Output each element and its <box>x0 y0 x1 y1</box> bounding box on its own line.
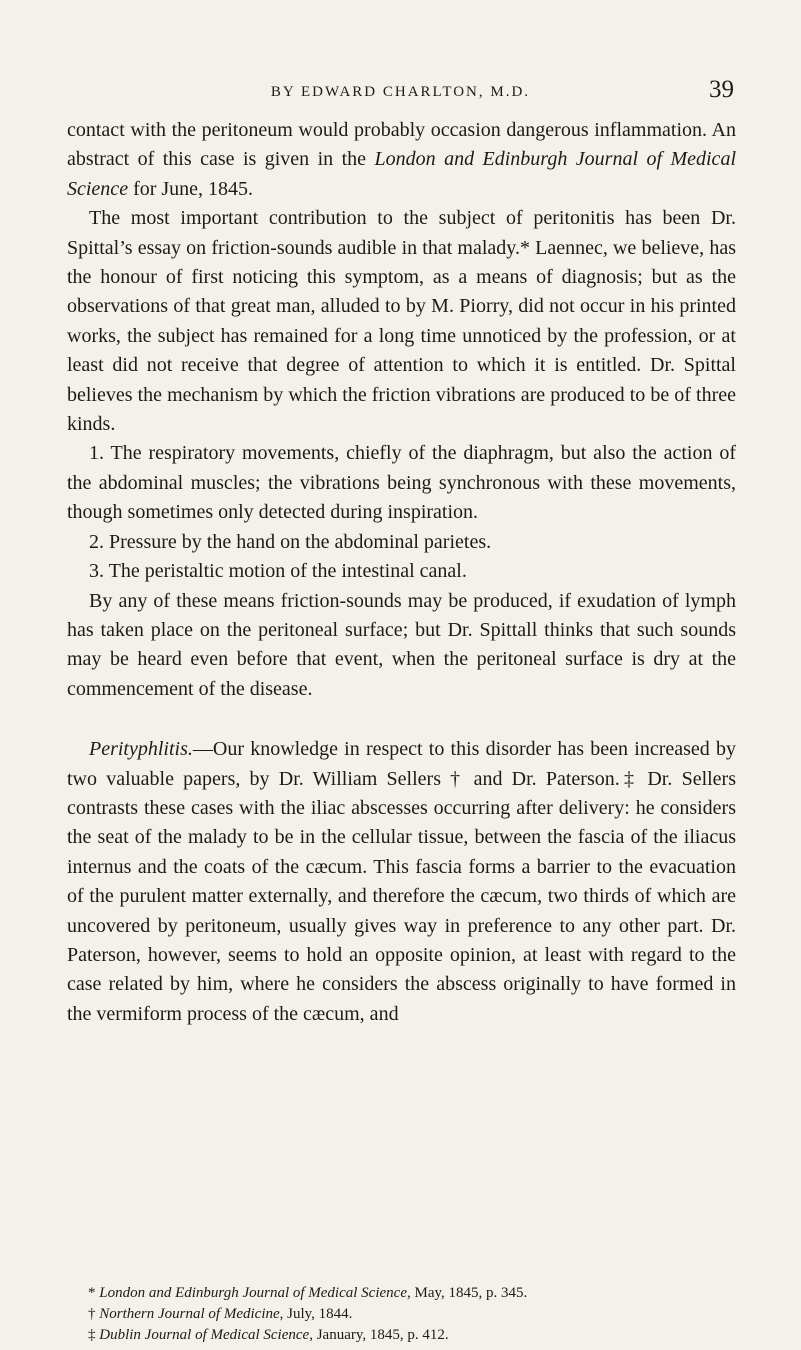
page-header <box>0 76 801 110</box>
footnote-3 <box>67 1325 736 1346</box>
paragraph-perityphlitis <box>67 735 736 1029</box>
list-item-1: 1. The respiratory movements, chiefly of the diaphragm, but also the action of the abdominal muscles; the vibrations being synchronous with these movements, though sometimes only detected during inspiration. <box>67 442 736 524</box>
paragraph-1 <box>67 116 736 204</box>
footnote-mark: † <box>88 1306 100 1322</box>
footnotes <box>67 1283 736 1346</box>
paragraph-3: By any of these means friction-sounds may be produced, if exudation of lymph has taken place on the peritoneal surface; but Dr. Spittall thinks that such sounds may be heard even before that event, when the peritoneal surface is dry at the commencement of the disease. <box>67 589 736 700</box>
footnote-journal: Dublin Journal of Medical Science <box>99 1327 310 1343</box>
footnote-2 <box>67 1304 736 1325</box>
footnote-1 <box>67 1283 736 1304</box>
footnote-ref: , January, 1845, p. 412. <box>309 1327 449 1343</box>
footnote-journal: Northern Journal of Medicine <box>99 1306 280 1322</box>
paragraph-2: The most important contribution to the subject of peritonitis has been Dr. Spittal’s essay on friction-sounds audible in that malady.* Laennec, we believe, has the honour of first noticing this symptom, as a means of diagnosis; but as the observations of that great man, alluded to by M. Piorry, did not occur in his printed works, the subject has remained for a long time unnoticed by the profession, or at least did not receive that degree of attention to which it is entitled. Dr. Spittal believes the mechanism by which the friction vibrations are produced to be of three kinds. <box>67 207 736 436</box>
page-number: 39 <box>709 76 734 103</box>
list-item-2: 2. Pressure by the hand on the abdominal parietes. <box>89 530 492 553</box>
footnote-mark: * <box>88 1285 100 1301</box>
footnote-mark: ‡ <box>88 1327 100 1343</box>
body-text <box>67 116 736 1029</box>
running-head: BY EDWARD CHARLTON, M.D. <box>270 84 531 100</box>
section-heading: Perityphlitis. <box>89 738 193 761</box>
journal-title: London and Edinburgh Journal of Medical Science <box>67 148 736 200</box>
footnote-ref: , July, 1844. <box>279 1306 353 1322</box>
paragraph-perityphlitis-text: —Our knowledge in respect to this disorder has been increased by two valuable papers, by Dr. William Sellers † and Dr. Paterson.‡ Dr. Sellers contrasts these cases with the iliac abscesses occurring after delivery: he considers the seat of the malady to be in the cellular tissue, between the fascia of the iliacus internus and the coats of the cæcum. This fascia forms a barrier to the evacuation of the purulent matter externally, and therefore the cæcum, two thirds of which are uncovered by peritoneum, usually gives way in preference to any other part. Dr. Paterson, however, seems to hold an opposite opinion, at least with regard to the case related by him, where he considers the abscess originally to have formed in the vermiform process of the cæcum, and <box>67 738 736 1025</box>
list-item-3: 3. The peristaltic motion of the intestinal canal. <box>89 560 467 583</box>
footnote-ref: , May, 1845, p. 345. <box>406 1285 528 1301</box>
footnote-journal: London and Edinburgh Journal of Medical Science <box>99 1285 407 1301</box>
paragraph-1-text-c: for June, 1845. <box>128 177 254 200</box>
paragraph-1-text-a: contact with the peritoneum would probably occasion dangerous inflammation. An abstract of this case is given in the <box>67 119 736 171</box>
